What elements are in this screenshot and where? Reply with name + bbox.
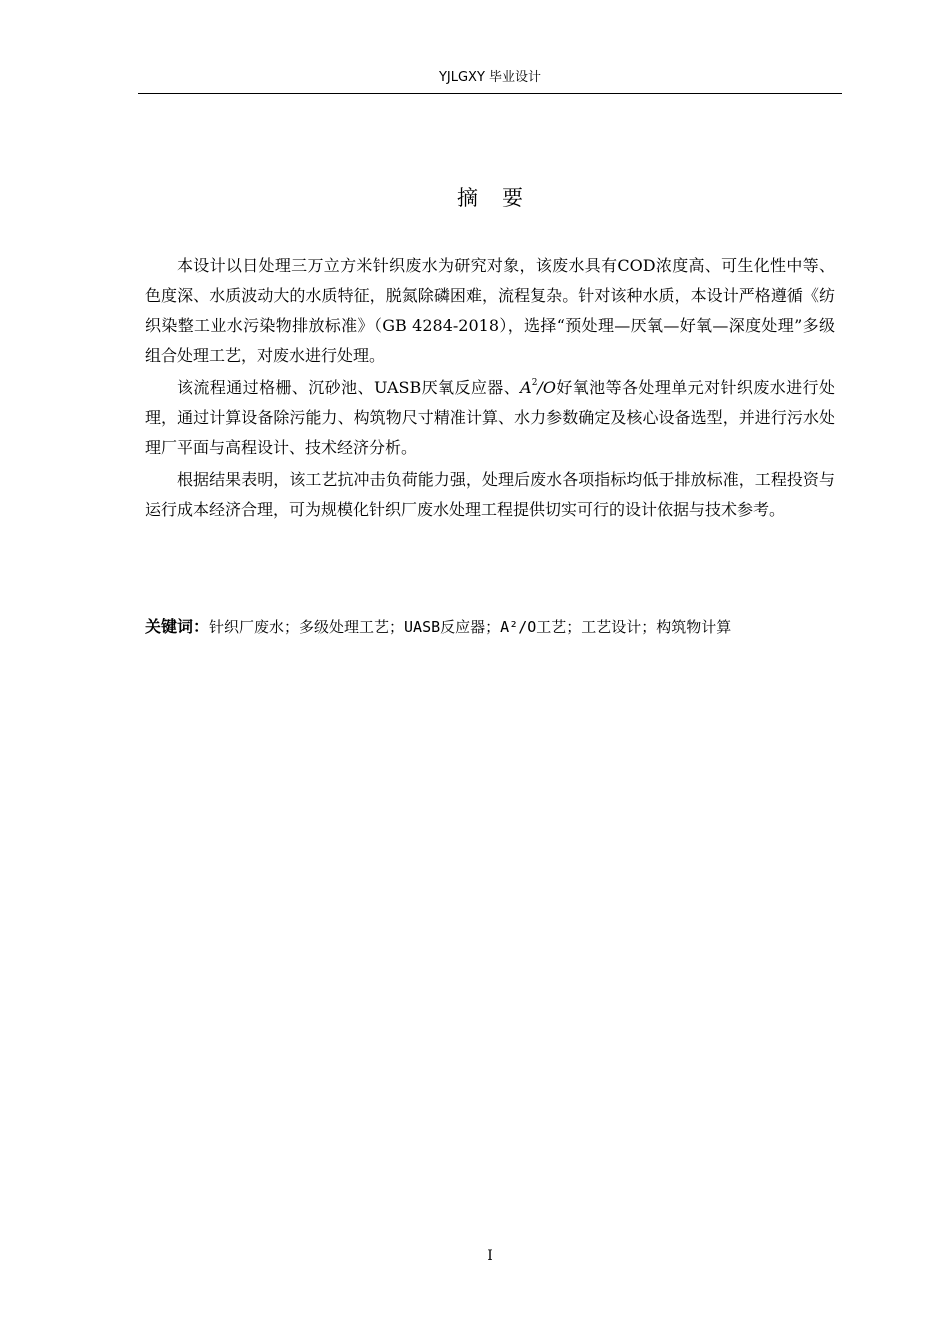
abstract-paragraph-2 — [145, 373, 835, 463]
header-divider — [138, 93, 842, 94]
paragraph-2-text-after: 好氧池等各处理单元对针织废水进行处理，通过计算设备除污能力、构筑物尺寸精准计算、水力参数确定及核心设备选型，并进行污水处理厂平面与高程设计、技术经济分析。 — [145, 378, 835, 457]
a2o-formula — [520, 378, 556, 397]
keywords-section — [145, 612, 835, 642]
abstract-paragraph-3: 根据结果表明，该工艺抗冲击负荷能力强，处理后废水各项指标均低于排放标准，工程投资与运行成本经济合理，可为规模化针织厂废水处理工程提供切实可行的设计依据与技术参考。 — [145, 470, 835, 519]
paragraph-2-text-before: 该流程通过格栅、沉砂池、UASB厌氧反应器、 — [177, 378, 521, 397]
keywords-label: 关键词： — [145, 617, 210, 636]
formula-superscript: 2 — [531, 378, 538, 388]
formula-base: A — [520, 378, 532, 397]
page-number: I — [487, 1248, 493, 1264]
abstract-body — [145, 251, 835, 527]
page-header: YJLGXY 毕业设计 — [438, 70, 542, 85]
formula-rest: /O — [537, 378, 556, 397]
abstract-title: 摘要 — [457, 186, 547, 210]
abstract-paragraph-1: 本设计以日处理三万立方米针织废水为研究对象，该废水具有COD浓度高、可生化性中等、色度深、水质波动大的水质特征，脱氮除磷困难，流程复杂。针对该种水质，本设计严格遵循《纺织染整工业水污染物排放标准》（GB 4284-2018），选择“预处理—厌氧—好氧—深度处理”多级组合处理工艺，对废水进行处理。 — [145, 256, 835, 365]
keywords-text: 针织厂废水；多级处理工艺；UASB反应器；A²/O工艺；工艺设计；构筑物计算 — [209, 618, 732, 636]
